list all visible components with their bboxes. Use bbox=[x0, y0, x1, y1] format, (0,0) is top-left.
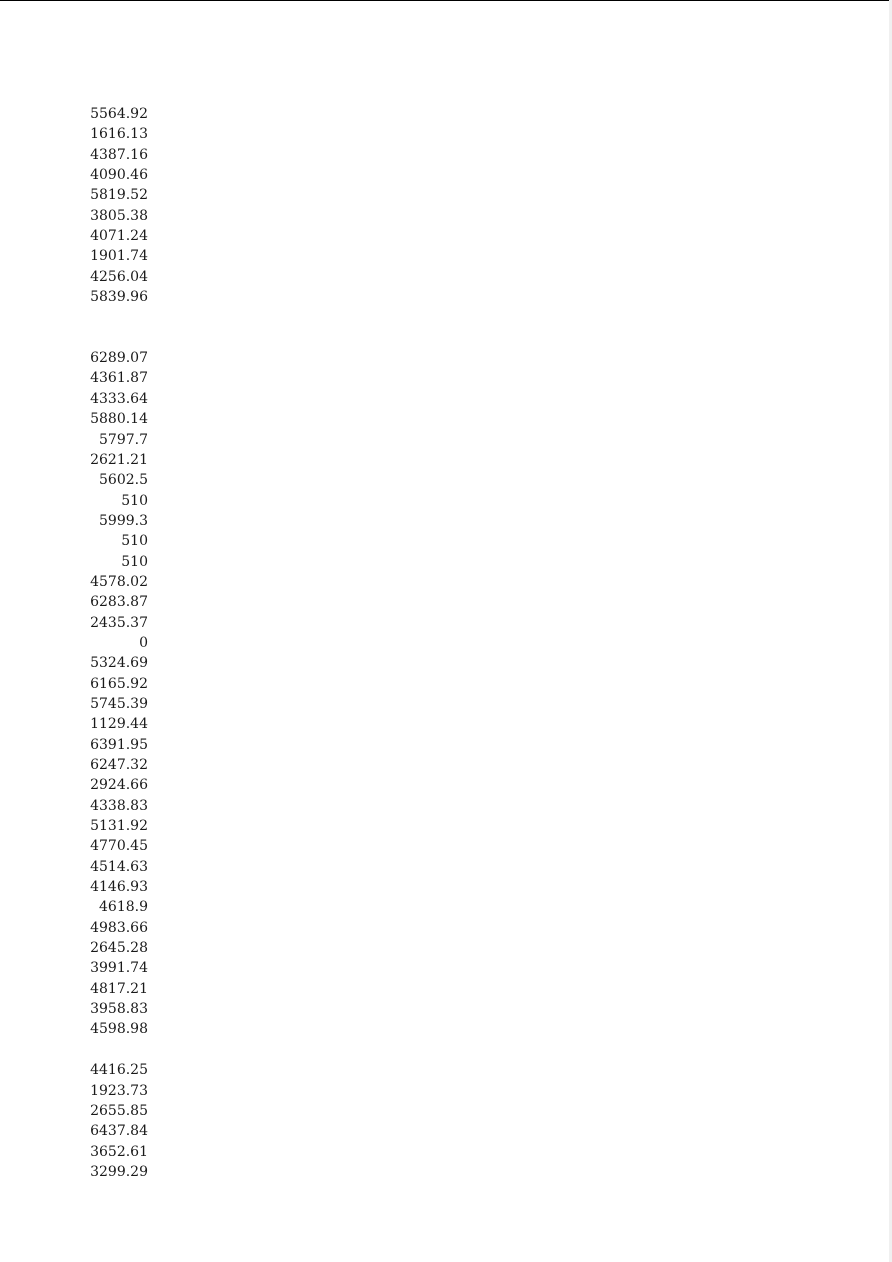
value-cell: 4146.93 bbox=[90, 879, 148, 896]
value-cell: 6391.95 bbox=[90, 736, 148, 753]
value-cell: 1129.44 bbox=[90, 716, 148, 733]
value-cell: 6289.07 bbox=[90, 350, 148, 367]
value-cell: 2621.21 bbox=[90, 451, 148, 468]
value-cell: 3991.74 bbox=[90, 960, 148, 977]
value-cell: 5839.96 bbox=[90, 289, 148, 306]
value-cell: 4071.24 bbox=[90, 228, 148, 245]
value-cell: 5324.69 bbox=[90, 655, 148, 672]
value-cell: 5880.14 bbox=[90, 411, 148, 428]
value-cell: 4770.45 bbox=[90, 838, 148, 855]
value-cell: 5131.92 bbox=[90, 818, 148, 835]
value-cell: 510 bbox=[121, 553, 148, 570]
value-cell: 4817.21 bbox=[90, 980, 148, 997]
value-cell: 4387.16 bbox=[90, 146, 148, 163]
value-cell: 510 bbox=[121, 492, 148, 509]
value-cell: 510 bbox=[121, 533, 148, 550]
blank-row bbox=[80, 307, 148, 327]
value-cell: 5745.39 bbox=[90, 695, 148, 712]
value-cell: 6437.84 bbox=[90, 1123, 148, 1140]
value-cell: 5999.3 bbox=[99, 512, 148, 529]
value-cell: 4090.46 bbox=[90, 167, 148, 184]
value-cell: 3652.61 bbox=[90, 1143, 148, 1160]
value-cell: 4333.64 bbox=[90, 390, 148, 407]
value-cell: 6283.87 bbox=[90, 594, 148, 611]
blank-row bbox=[80, 328, 148, 348]
value-cell: 4416.25 bbox=[90, 1062, 148, 1079]
value-cell: 5797.7 bbox=[99, 431, 148, 448]
value-cell: 1616.13 bbox=[90, 126, 148, 143]
value-cell: 4256.04 bbox=[90, 268, 148, 285]
value-cell: 0 bbox=[139, 634, 148, 651]
value-cell: 6165.92 bbox=[90, 675, 148, 692]
value-cell: 4578.02 bbox=[90, 573, 148, 590]
value-cell: 5602.5 bbox=[99, 472, 148, 489]
value-cell: 1901.74 bbox=[90, 248, 148, 265]
value-cell: 6247.32 bbox=[90, 757, 148, 773]
value-cell: 1923.73 bbox=[90, 1082, 148, 1099]
value-cell: 2645.28 bbox=[90, 940, 148, 957]
value-cell: 2435.37 bbox=[90, 614, 148, 631]
value-cell: 4618.9 bbox=[99, 899, 148, 916]
value-cell: 2655.85 bbox=[90, 1102, 148, 1119]
value-cell: 4598.98 bbox=[90, 1021, 148, 1038]
value-cell: 5819.52 bbox=[90, 187, 148, 204]
value-cell: 5564.92 bbox=[90, 106, 148, 122]
blank-row bbox=[80, 1040, 148, 1060]
value-cell: 4338.83 bbox=[90, 797, 148, 814]
values-column bbox=[80, 104, 148, 1182]
value-cell: 2924.66 bbox=[90, 777, 148, 794]
value-cell: 4983.66 bbox=[90, 919, 148, 936]
value-cell: 3299.29 bbox=[90, 1163, 148, 1180]
top-border-line bbox=[0, 0, 892, 1]
value-cell: 3958.83 bbox=[90, 1001, 148, 1018]
value-cell: 3805.38 bbox=[90, 207, 148, 224]
value-cell: 4361.87 bbox=[90, 370, 148, 387]
value-cell: 4514.63 bbox=[90, 858, 148, 875]
